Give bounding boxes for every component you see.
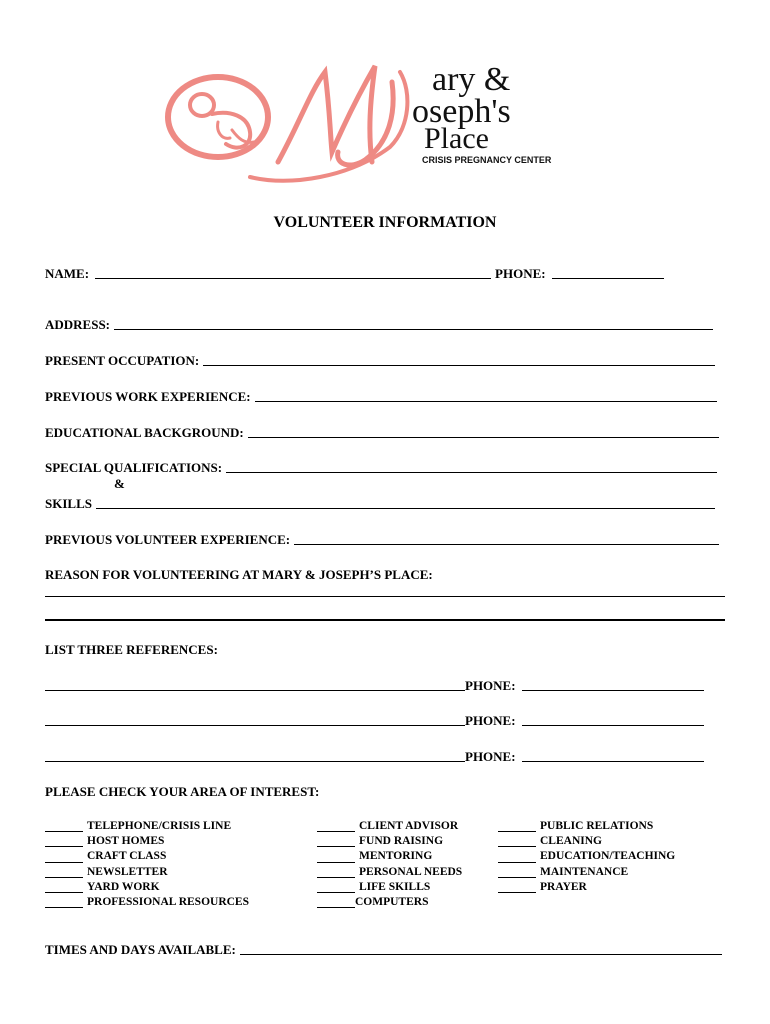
occupation-row <box>45 351 725 369</box>
logo-line-1: ary & <box>432 61 511 98</box>
work-label: PREVIOUS WORK EXPERIENCE: <box>45 389 251 404</box>
fetus-icon <box>168 77 268 157</box>
interest-item[interactable] <box>317 819 462 834</box>
interest-item-label: MAINTENANCE <box>540 865 629 878</box>
logo-tagline: CRISIS PREGNANCY CENTER <box>422 155 552 165</box>
interest-item[interactable] <box>498 849 675 864</box>
interest-item-label: MENTORING <box>359 850 433 863</box>
interest-row <box>45 782 725 800</box>
reason-row <box>45 565 725 583</box>
reference-3-phone-label: PHONE: <box>465 749 516 764</box>
checkbox-blank[interactable] <box>498 846 536 847</box>
reference-2-name-field[interactable] <box>45 725 465 726</box>
reason-line-2[interactable] <box>45 619 725 621</box>
logo-line-2: oseph's <box>412 93 511 130</box>
interest-column-1 <box>45 819 249 910</box>
reference-2-phone-field[interactable] <box>522 725 704 726</box>
phone-label: PHONE: <box>495 266 546 281</box>
interest-item-label: CLEANING <box>540 835 602 848</box>
interest-item[interactable] <box>498 880 675 895</box>
checkbox-blank[interactable] <box>45 877 83 878</box>
interest-column-3 <box>498 819 675 895</box>
interest-item[interactable] <box>45 880 249 895</box>
reason-label: REASON FOR VOLUNTEERING AT MARY & JOSEPH’S PLACE: <box>45 567 433 582</box>
checkbox-blank[interactable] <box>498 877 536 878</box>
interest-column-2 <box>317 819 462 910</box>
interest-item-label: YARD WORK <box>87 880 160 893</box>
interest-item[interactable] <box>498 834 675 849</box>
skills-label: SKILLS <box>45 496 92 511</box>
checkbox-blank[interactable] <box>498 862 536 863</box>
reference-2-phone-label: PHONE: <box>465 713 516 728</box>
reference-2-row <box>45 711 725 729</box>
name-phone-row <box>45 264 725 282</box>
education-label: EDUCATIONAL BACKGROUND: <box>45 425 244 440</box>
checkbox-blank[interactable] <box>317 892 355 893</box>
interest-item-label: NEWSLETTER <box>87 865 168 878</box>
name-label: NAME: <box>45 266 90 281</box>
checkbox-blank[interactable] <box>317 877 355 878</box>
volunteer-exp-row <box>45 530 725 548</box>
address-field[interactable] <box>114 329 713 330</box>
skills-row <box>45 494 725 512</box>
interest-item[interactable] <box>45 834 249 849</box>
interest-item-label: PUBLIC RELATIONS <box>540 820 654 832</box>
checkbox-blank[interactable] <box>317 907 355 908</box>
interest-item-label: HOST HOMES <box>87 835 165 848</box>
reference-1-name-field[interactable] <box>45 690 465 691</box>
checkbox-blank[interactable] <box>498 892 536 893</box>
checkbox-blank[interactable] <box>45 892 83 893</box>
work-row <box>45 387 725 405</box>
volunteer-exp-field[interactable] <box>294 544 719 545</box>
interest-item-label: EDUCATION/TEACHING <box>540 850 676 863</box>
volunteer-exp-label: PREVIOUS VOLUNTEER EXPERIENCE: <box>45 532 291 547</box>
checkbox-blank[interactable] <box>498 831 536 832</box>
interest-item-label: TELEPHONE/CRISIS LINE <box>87 820 232 832</box>
interest-item[interactable] <box>45 849 249 864</box>
interest-item[interactable] <box>317 880 462 895</box>
qualifications-label: SPECIAL QUALIFICATIONS: <box>45 460 223 475</box>
qualifications-row <box>45 458 725 476</box>
interest-item[interactable] <box>498 819 675 834</box>
work-field[interactable] <box>255 401 717 402</box>
reference-3-name-field[interactable] <box>45 761 465 762</box>
education-row <box>45 423 725 441</box>
reference-3-row <box>45 747 725 765</box>
interest-item-label: CLIENT ADVISOR <box>359 820 459 832</box>
reference-1-phone-field[interactable] <box>522 690 704 691</box>
interest-item[interactable] <box>317 865 462 880</box>
ampersand: & <box>114 476 125 491</box>
checkbox-blank[interactable] <box>317 862 355 863</box>
checkbox-blank[interactable] <box>45 831 83 832</box>
interest-label: PLEASE CHECK YOUR AREA OF INTEREST: <box>45 784 320 799</box>
occupation-field[interactable] <box>203 365 715 366</box>
form-title: VOLUNTEER INFORMATION <box>273 214 497 231</box>
interest-item[interactable] <box>45 865 249 880</box>
interest-item[interactable] <box>317 834 462 849</box>
skills-field[interactable] <box>96 508 715 509</box>
times-row <box>45 940 725 958</box>
checkbox-blank[interactable] <box>45 907 83 908</box>
address-row <box>45 315 725 333</box>
occupation-label: PRESENT OCCUPATION: <box>45 353 200 368</box>
interest-item-label: PRAYER <box>540 880 587 893</box>
times-label: TIMES AND DAYS AVAILABLE: <box>45 942 236 957</box>
interest-item-label: PERSONAL NEEDS <box>359 865 463 878</box>
checkbox-blank[interactable] <box>45 862 83 863</box>
checkbox-blank[interactable] <box>45 846 83 847</box>
interest-item-label: PROFESSIONAL RESOURCES <box>87 896 249 909</box>
interest-item[interactable] <box>45 819 249 834</box>
reason-line-1[interactable] <box>45 596 725 597</box>
interest-item-label: LIFE SKILLS <box>359 880 431 893</box>
reference-1-row <box>45 676 725 694</box>
interest-item-label: CRAFT CLASS <box>87 850 167 863</box>
interest-item[interactable] <box>45 895 249 910</box>
times-field[interactable] <box>240 954 722 955</box>
mary-josephs-place-logo <box>160 52 560 187</box>
qualifications-field[interactable] <box>226 472 717 473</box>
references-label: LIST THREE REFERENCES: <box>45 642 218 657</box>
reference-3-phone-field[interactable] <box>522 761 704 762</box>
logo-line-3: Place <box>424 122 489 155</box>
interest-item[interactable] <box>317 849 462 864</box>
interest-item-label: COMPUTERS <box>355 896 429 909</box>
checkbox-blank[interactable] <box>317 846 355 847</box>
reference-1-phone-label: PHONE: <box>465 678 516 693</box>
mj-monogram <box>250 66 407 181</box>
references-row <box>45 640 725 658</box>
education-field[interactable] <box>248 437 719 438</box>
interest-item[interactable] <box>498 865 675 880</box>
interest-item-label: FUND RAISING <box>359 835 444 848</box>
checkbox-blank[interactable] <box>317 831 355 832</box>
phone-field[interactable] <box>552 278 664 279</box>
interest-item[interactable] <box>317 895 462 910</box>
name-field[interactable] <box>95 278 491 279</box>
address-label: ADDRESS: <box>45 317 111 332</box>
